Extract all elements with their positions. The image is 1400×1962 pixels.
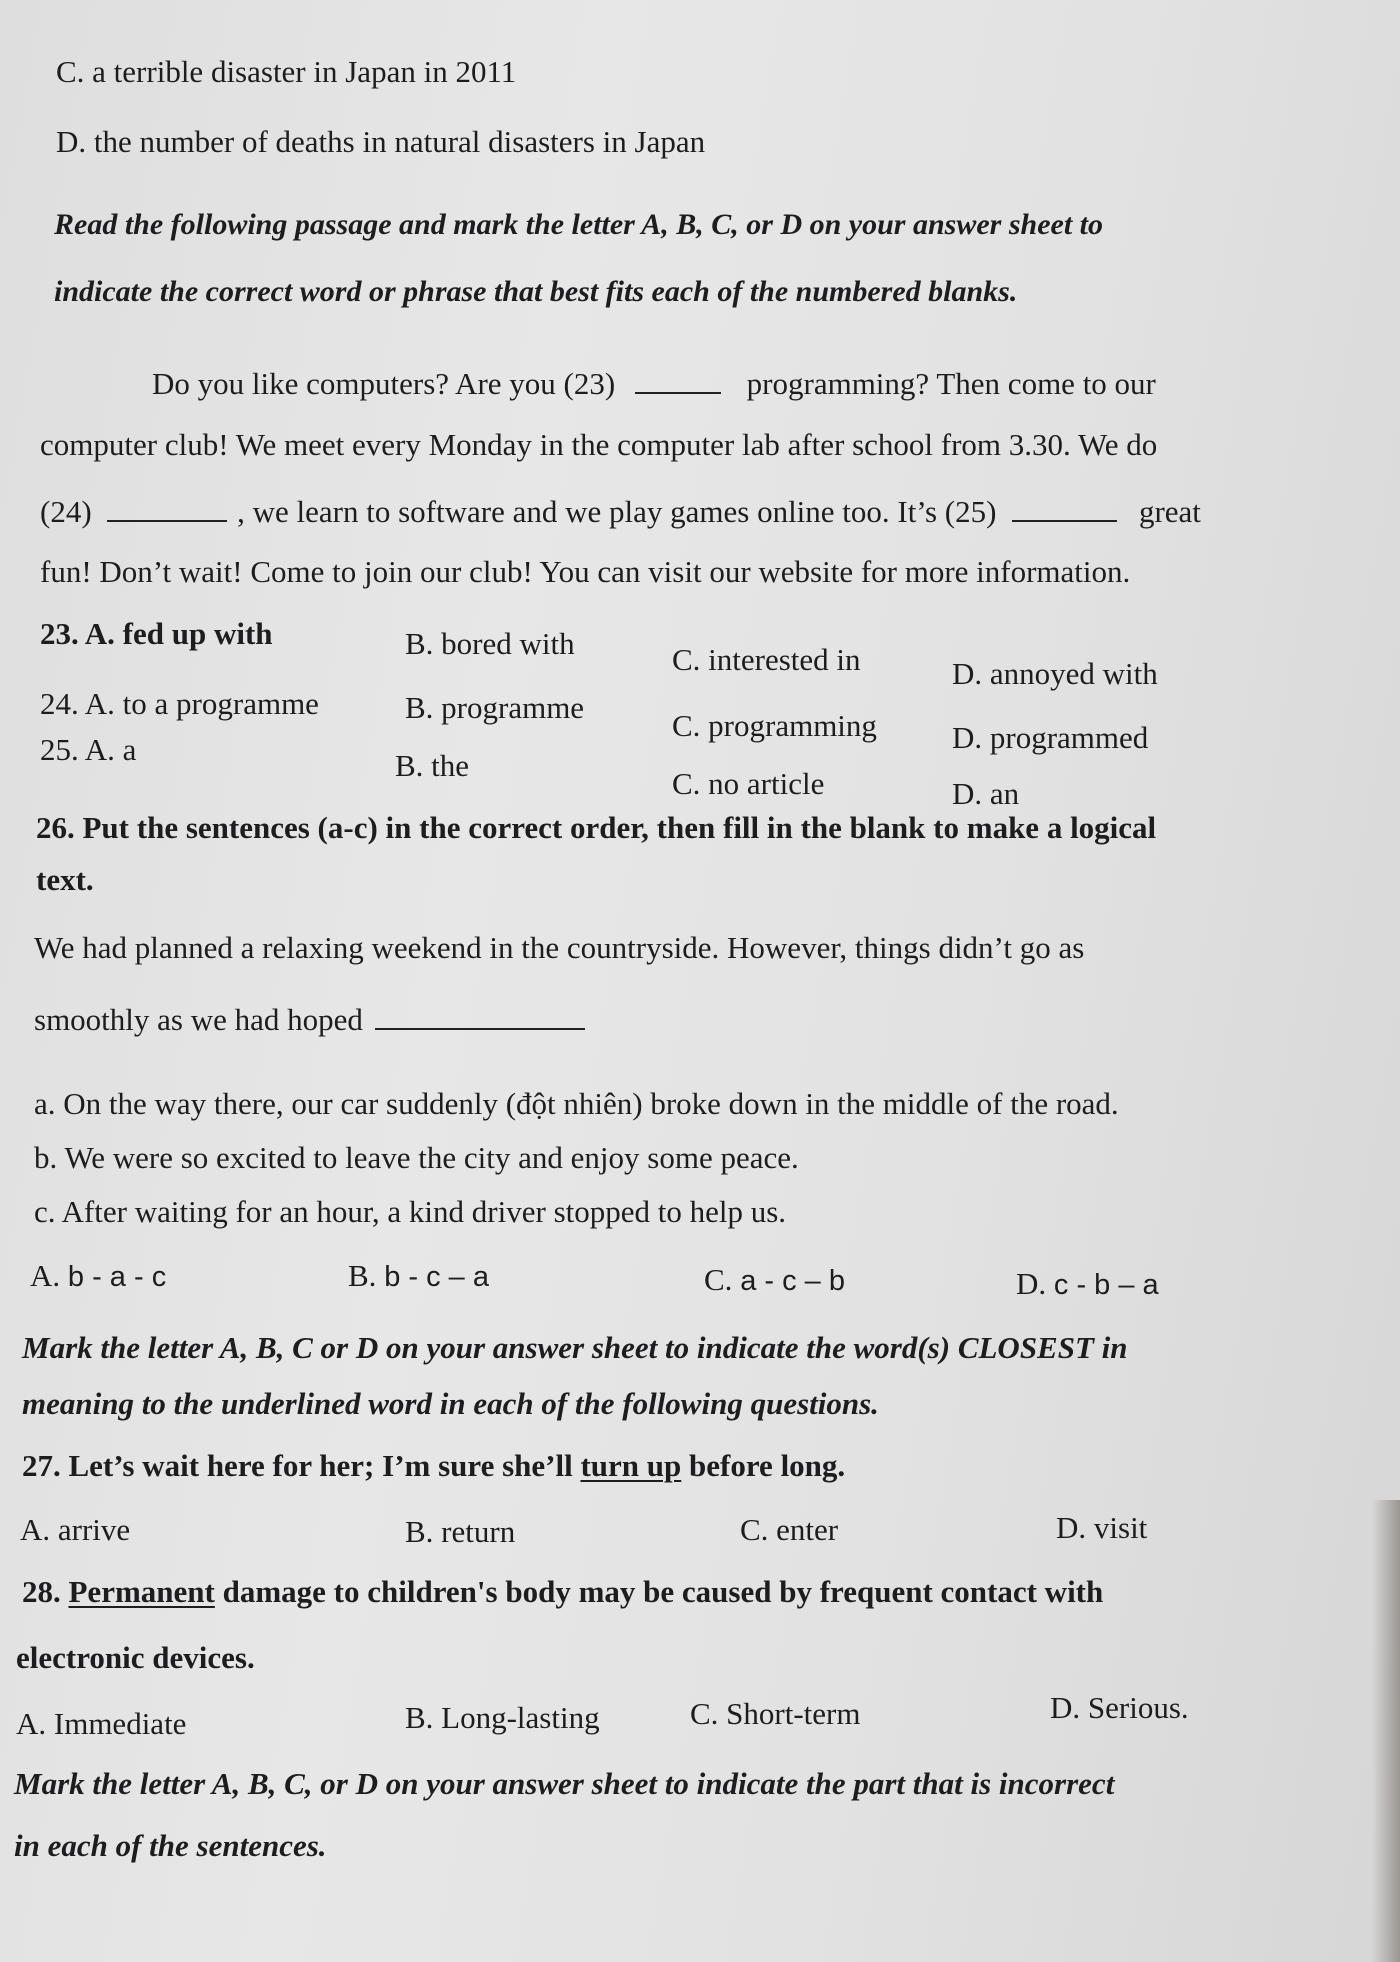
passage-line3-end: great — [1138, 494, 1201, 529]
q25-option-a: 25. A. a — [40, 732, 137, 767]
q28-question-line1 — [22, 1572, 1103, 1612]
q24-option-b: B. programme — [405, 690, 585, 725]
passage-line1-start: Do you like computers? Are you (23) — [152, 366, 616, 401]
blank-23 — [635, 362, 721, 394]
blank-25 — [1012, 490, 1117, 522]
q23-option-c: C. interested in — [672, 642, 861, 677]
q26-sentence-a: a. On the way there, our car suddenly (đột nhiên) broke down in the middle of the road. — [34, 1086, 1119, 1121]
q28-underlined-word: Permanent — [68, 1574, 215, 1609]
q27-underlined-word: turn up — [580, 1448, 682, 1483]
passage-line3 — [40, 490, 1201, 532]
q26-option-b: B. b - c – a — [348, 1258, 489, 1293]
q25-option-c: C. no article — [672, 766, 825, 801]
instructions-cloze-line1: Read the following passage and mark the letter A, B, C, or D on your answer sheet to — [54, 208, 1103, 241]
q26-intro-line2 — [34, 998, 585, 1040]
passage-line2: computer club! We meet every Monday in the computer lab after school from 3.30. We do — [40, 427, 1158, 462]
q26-title-line2: text. — [36, 862, 94, 897]
blank-24 — [107, 490, 227, 522]
q28-question-line2: electronic devices. — [16, 1640, 255, 1675]
q27-option-d: D. visit — [1056, 1510, 1148, 1545]
q26-option-d: D. c - b – a — [1016, 1266, 1159, 1301]
q28-option-a: A. Immediate — [16, 1706, 187, 1741]
q23-option-b: B. bored with — [405, 626, 575, 661]
q27-option-b: B. return — [405, 1514, 516, 1549]
q28-option-d: D. Serious. — [1050, 1690, 1189, 1725]
q26-title-line1: 26. Put the sentences (a-c) in the correct order, then fill in the blank to make a logical — [36, 810, 1157, 845]
q28-text: damage to children's body may be caused by frequent contact with — [214, 1574, 1104, 1609]
passage-line3-num: (24) — [40, 494, 92, 529]
q26-sentence-b: b. We were so excited to leave the city and enjoy some peace. — [34, 1140, 799, 1175]
prev-option-c: C. a terrible disaster in Japan in 2011 — [56, 54, 517, 89]
q28-option-c: C. Short-term — [690, 1696, 861, 1731]
q26-intro-line2-text: smoothly as we had hoped — [34, 1002, 363, 1037]
passage-line1-end: programming? Then come to our — [746, 366, 1156, 401]
instructions-incorrect-line2: in each of the sentences. — [14, 1828, 327, 1863]
q24-option-d: D. programmed — [952, 720, 1149, 755]
instructions-closest-line1: Mark the letter A, B, C or D on your answer sheet to indicate the word(s) CLOSEST in — [22, 1330, 1128, 1365]
passage-line3-mid: , we learn to software and we play games online too. It’s (25) — [237, 494, 997, 529]
q25-option-d: D. an — [952, 776, 1020, 811]
q27-option-a: A. arrive — [20, 1512, 131, 1547]
prev-option-d: D. the number of deaths in natural disasters in Japan — [56, 124, 706, 159]
q27-text-end: before long. — [681, 1448, 846, 1483]
q26-intro-line1: We had planned a relaxing weekend in the countryside. However, things didn’t go as — [34, 930, 1085, 965]
q26-blank — [375, 998, 585, 1030]
q23-option-a: 23. A. fed up with — [40, 616, 273, 651]
q23-option-d: D. annoyed with — [952, 656, 1158, 691]
q27-text-start: 27. Let’s wait here for her; I’m sure she’ll — [22, 1448, 581, 1483]
q27-option-c: C. enter — [740, 1512, 839, 1547]
q24-option-a: 24. A. to a programme — [40, 686, 319, 721]
q27-question — [22, 1446, 845, 1486]
q26-sentence-c: c. After waiting for an hour, a kind driver stopped to help us. — [34, 1194, 787, 1229]
passage-line4: fun! Don’t wait! Come to join our club! You can visit our website for more information. — [40, 554, 1131, 589]
instructions-incorrect-line1: Mark the letter A, B, C, or D on your answer sheet to indicate the part that is incorrect — [14, 1766, 1115, 1801]
q26-option-a: A. b - a - c — [30, 1258, 167, 1293]
page-edge-shadow — [1372, 1500, 1400, 1962]
q26-option-c: C. a - c – b — [704, 1262, 845, 1297]
q28-option-b: B. Long-lasting — [405, 1700, 600, 1735]
q25-option-b: B. the — [395, 748, 470, 783]
instructions-cloze-line2: indicate the correct word or phrase that best fits each of the numbered blanks. — [54, 275, 1018, 308]
passage-line1 — [152, 362, 1156, 404]
instructions-closest-line2: meaning to the underlined word in each of the following questions. — [22, 1386, 879, 1421]
q28-number: 28. — [22, 1574, 69, 1609]
q24-option-c: C. programming — [672, 708, 877, 743]
